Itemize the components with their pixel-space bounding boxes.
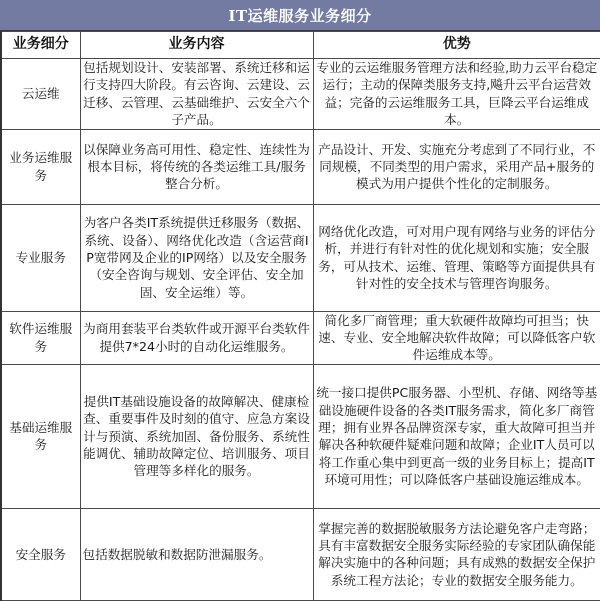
row-advantage: 统一接口提供PC服务器、小型机、存储、网络等基础设施硬件设备的各类IT服务需求，简化多厂商管理；拥有业界各品牌资深专家，重大故障可担当并解决各种软硬件疑难问题和故障；企业IT人员可以将工作重心集中到更高一级的业务目标上；提高IT环境可用性；可以降低客户基础设施运维成本。 <box>313 364 600 508</box>
table-row <box>1 204 600 311</box>
row-category: 基础运维服务 <box>1 364 80 508</box>
row-category: 专业服务 <box>1 204 80 311</box>
row-advantage: 专业的云运维服务管理方法和经验,助力云平台稳定运行；主动的保障类服务支持,飚升云平台运营效益；完备的云运维服务工具，巨降云平台运维成本。 <box>313 59 600 130</box>
row-content: 以保障业务高可用性、稳定性、连续性为根本目标，将传统的各类运维工具/服务整合分析。 <box>80 129 313 204</box>
row-content: 为商用套装平台类软件或开源平台类软件提供7*24小时的自动化运维服务。 <box>80 311 313 364</box>
row-content: 为客户各类IT系统提供迁移服务（数据、系统、设备）、网络优化改造（含运营商IP宽带网及企业的IP网络）以及安全服务（安全咨询与规划、安全评估、安全加固、安全运维）等。 <box>80 204 313 311</box>
table-row <box>1 364 600 508</box>
table-title: IT运维服务业务细分 <box>0 0 600 31</box>
row-content: 包括数据脱敏和数据防泄漏服务。 <box>80 508 313 600</box>
header-content: 业务内容 <box>80 32 313 59</box>
table-row <box>1 129 600 204</box>
row-category: 软件运维服务 <box>1 311 80 364</box>
row-advantage: 网络优化改造，可对用户现有网络与业务的评估分析，并进行有针对性的优化规划和实施；安全服务，可从技术、运维、管理、策略等方面提供具有针对性的安全技术与管理咨询服务。 <box>313 204 600 311</box>
row-advantage: 掌握完善的数据脱敏服务方法论避免客户走弯路；具有丰富数据安全服务实际经验的专家团队确保能解决实施中的各种问题；具有成熟的数据安全保护系统工程方法论；专业的数据安全服务能力。 <box>313 508 600 600</box>
it-ops-table <box>0 31 600 601</box>
row-category: 云运维 <box>1 59 80 130</box>
header-category: 业务细分 <box>1 32 80 59</box>
row-category: 安全服务 <box>1 508 80 600</box>
row-advantage: 产品设计、开发、实施充分考虑到了不同行业，不同规模，不同类型的用户需求，采用产品+服务的模式为用户提供个性化的定制服务。 <box>313 129 600 204</box>
row-content: 提供IT基础设施设备的故障解决、健康检查、重要事件及时刻的值守、应急方案设计与预演、系统加固、备份服务、系统性能调优、辅助故障定位、培训服务、项目管理等多样化的服务。 <box>80 364 313 508</box>
header-advantage: 优势 <box>313 32 600 59</box>
row-content: 包括规划设计、安装部署、系统迁移和运行支持四大阶段。有云咨询、云建设、云迁移、云管理、云基础维护、云安全六个子产品。 <box>80 59 313 130</box>
row-category: 业务运维服务 <box>1 129 80 204</box>
row-advantage: 简化多厂商管理；重大软硬件故障均可担当；快速、专业、安全地解决软件故障；可以降低客户软件运维成本等。 <box>313 311 600 364</box>
table-row <box>1 508 600 600</box>
table-row <box>1 59 600 130</box>
table-row <box>1 311 600 364</box>
header-row <box>1 32 600 59</box>
